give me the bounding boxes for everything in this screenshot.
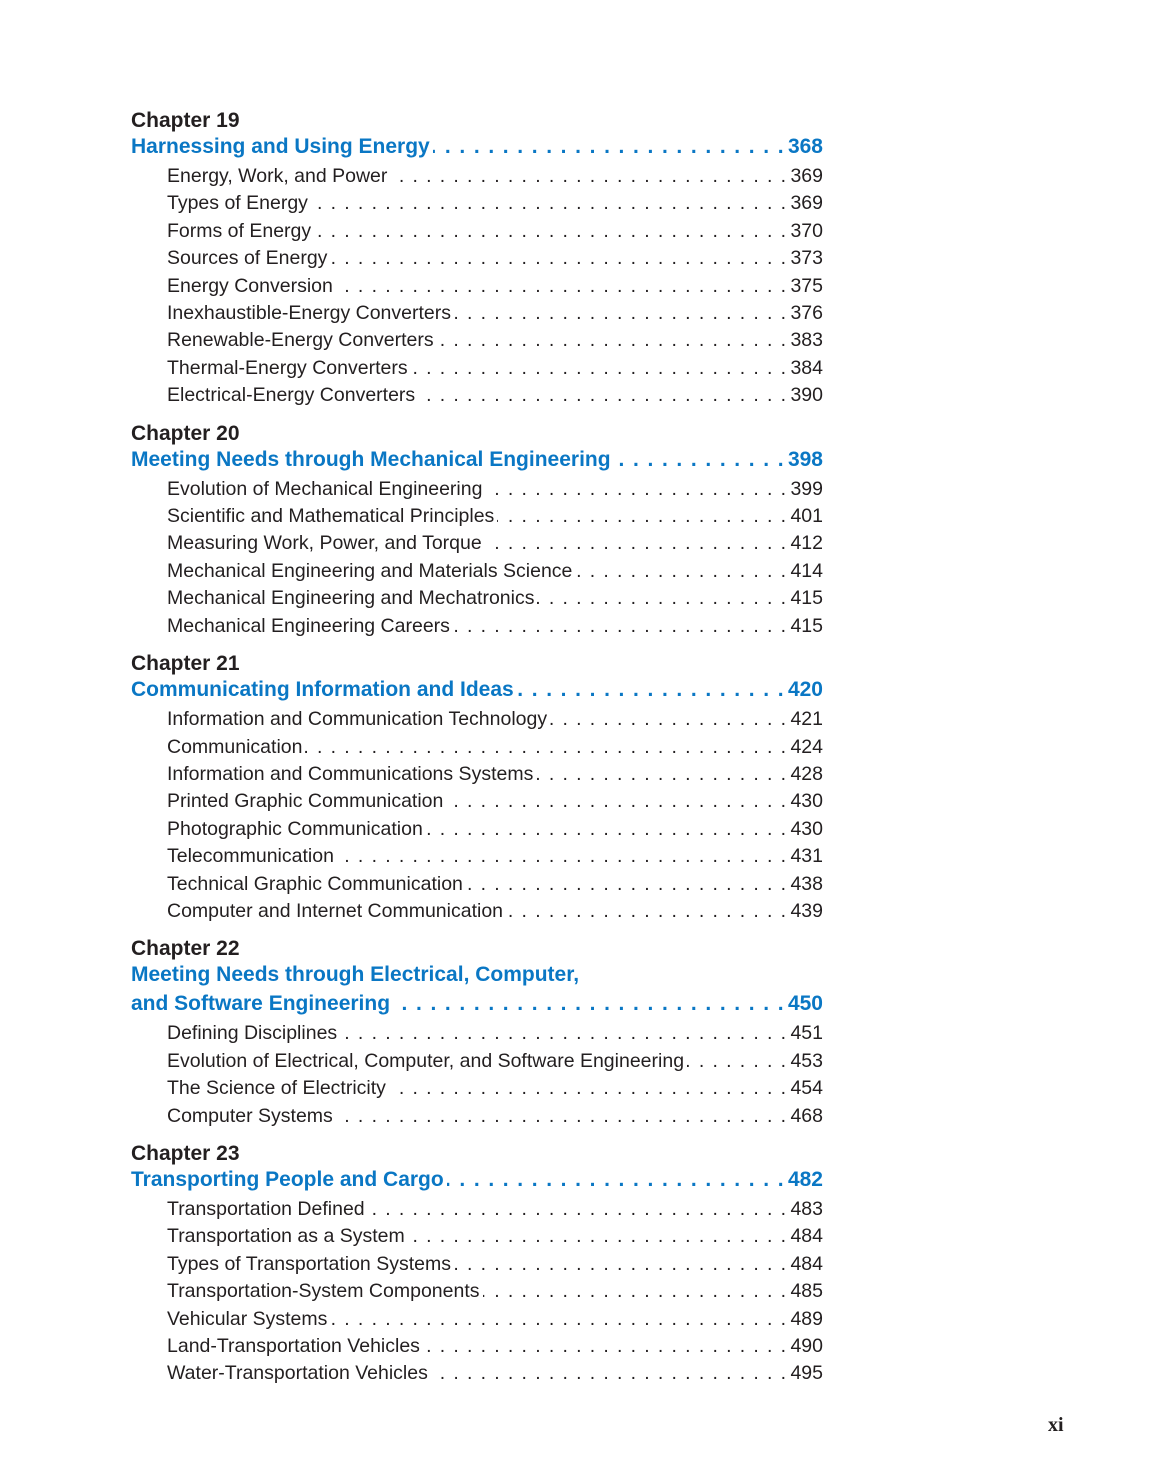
toc-entry[interactable]: [131, 1360, 823, 1387]
entry-title[interactable]: Telecommunication: [167, 845, 334, 868]
entry-title[interactable]: The Science of Electricity: [167, 1077, 386, 1100]
toc-entry[interactable]: [131, 1020, 823, 1047]
entry-title[interactable]: Inexhaustible-Energy Converters: [167, 302, 451, 325]
chapter-block: [131, 936, 823, 1130]
entry-title[interactable]: Land-Transportation Vehicles: [167, 1335, 420, 1357]
entry-page-number[interactable]: 373: [790, 247, 823, 270]
toc-entry[interactable]: [131, 871, 823, 898]
toc-entry[interactable]: [131, 558, 823, 585]
entry-title[interactable]: Information and Communications Systems: [167, 762, 534, 785]
chapter-block: [131, 421, 823, 640]
dot-leader: [408, 1223, 788, 1250]
entry-page-number[interactable]: 490: [790, 1335, 823, 1357]
toc-entry[interactable]: [131, 273, 823, 300]
chapter-label: Chapter 23: [131, 1141, 240, 1165]
chapter-title[interactable]: Harnessing and Using Energy: [131, 135, 430, 158]
entry-page-number[interactable]: 384: [790, 356, 823, 379]
entry-page-number[interactable]: 453: [790, 1049, 823, 1072]
entry-title[interactable]: Electrical-Energy Converters: [167, 384, 416, 407]
dot-leader: [418, 382, 787, 409]
chapter-page-number[interactable]: 368: [787, 135, 823, 158]
entry-page-number[interactable]: 451: [790, 1022, 823, 1045]
toc-entry[interactable]: [131, 843, 823, 870]
entry-title[interactable]: Mechanical Engineering and Mechatronics: [167, 587, 535, 610]
dot-leader: [453, 613, 788, 640]
dot-leader: [537, 585, 787, 612]
chapter-page-number[interactable]: 420: [787, 678, 823, 702]
chapter-title[interactable]: Transporting People and Cargo: [131, 1167, 444, 1191]
dot-leader: [483, 1278, 788, 1305]
entry-page-number[interactable]: 495: [790, 1362, 823, 1385]
chapter-title-row[interactable]: [131, 677, 823, 703]
toc-entry[interactable]: [131, 382, 823, 409]
dot-leader: [466, 871, 788, 898]
dot-leader: [368, 1196, 788, 1223]
toc-entry[interactable]: [131, 1306, 823, 1333]
chapter-title[interactable]: Meeting Needs through Mechanical Engineering: [131, 447, 611, 471]
dot-leader: [330, 245, 787, 272]
entry-page-number[interactable]: 439: [790, 899, 823, 922]
toc-entry[interactable]: [131, 613, 823, 640]
entry-title[interactable]: Water-Transportation Vehicles: [167, 1362, 428, 1385]
entry-title[interactable]: Information and Communication Technology: [167, 708, 548, 731]
dot-leader: [337, 843, 788, 870]
dot-leader: [336, 1103, 788, 1130]
dot-leader: [687, 1048, 787, 1075]
entry-title[interactable]: Printed Graphic Communication: [167, 790, 444, 813]
dot-leader: [517, 677, 785, 703]
toc-entry[interactable]: [131, 1103, 823, 1130]
entry-title[interactable]: Evolution of Mechanical Engineering: [167, 477, 483, 500]
toc-entry[interactable]: [131, 503, 823, 530]
chapter-title[interactable]: Communicating Information and Ideas: [131, 678, 514, 702]
dot-leader: [389, 1075, 788, 1102]
entry-page-number[interactable]: 369: [790, 165, 823, 187]
entry-page-number[interactable]: 430: [790, 790, 823, 813]
entry-title[interactable]: Evolution of Electrical, Computer, and Software Engineering: [167, 1049, 685, 1072]
entry-title[interactable]: Energy, Work, and Power: [167, 165, 388, 187]
dot-leader: [506, 898, 787, 925]
chapter-title[interactable]: Meeting Needs through Electrical, Computer,: [131, 963, 580, 987]
dot-leader: [311, 190, 788, 217]
toc-entry[interactable]: [131, 706, 823, 733]
entry-title[interactable]: Defining Disciplines: [167, 1022, 338, 1045]
toc-entry[interactable]: [131, 816, 823, 843]
entry-title[interactable]: Measuring Work, Power, and Torque: [167, 532, 482, 555]
entry-title[interactable]: Forms of Energy: [167, 219, 312, 242]
entry-page-number[interactable]: 468: [790, 1104, 823, 1127]
entry-title[interactable]: Computer Systems: [167, 1104, 333, 1127]
toc-entry[interactable]: [131, 1278, 823, 1305]
toc-entry[interactable]: [131, 1196, 823, 1223]
dot-leader: [433, 134, 785, 160]
entry-title[interactable]: Mechanical Engineering and Materials Science: [167, 559, 573, 582]
entry-title[interactable]: Transportation as a System: [167, 1225, 405, 1248]
toc-entry[interactable]: [131, 788, 823, 815]
dot-leader: [536, 761, 787, 788]
entry-page-number[interactable]: 428: [790, 762, 823, 785]
entry-page-number[interactable]: 421: [790, 708, 823, 731]
entry-page-number[interactable]: 424: [790, 735, 823, 758]
toc-entry[interactable]: [131, 734, 823, 761]
chapter-title-row[interactable]: [131, 447, 823, 473]
toc-entry[interactable]: [131, 218, 823, 245]
toc-entry[interactable]: [131, 1251, 823, 1278]
entry-page-number[interactable]: 438: [790, 872, 823, 895]
dot-leader: [305, 734, 787, 761]
entry-title[interactable]: Vehicular Systems: [167, 1307, 328, 1330]
entry-title[interactable]: Transportation Defined: [167, 1197, 365, 1220]
entry-title[interactable]: Photographic Communication: [167, 817, 423, 840]
chapter-label: Chapter 22: [131, 937, 240, 961]
dot-leader: [485, 476, 787, 503]
chapter-title-row[interactable]: [131, 1167, 823, 1193]
toc-entry[interactable]: [131, 530, 823, 557]
dot-leader: [614, 447, 785, 473]
dot-leader: [393, 991, 785, 1017]
entry-page-number[interactable]: 399: [790, 477, 823, 500]
entry-page-number[interactable]: 383: [790, 329, 823, 352]
entry-title[interactable]: Scientific and Mathematical Principles: [167, 505, 495, 528]
table-of-contents: [131, 108, 823, 1388]
entry-page-number[interactable]: 415: [790, 614, 823, 637]
entry-page-number[interactable]: 430: [790, 817, 823, 840]
entry-page-number[interactable]: 484: [790, 1225, 823, 1248]
entry-page-number[interactable]: 431: [790, 845, 823, 868]
entry-page-number[interactable]: 375: [790, 274, 823, 297]
chapter-label: Chapter 19: [131, 109, 240, 132]
dot-leader: [336, 273, 788, 300]
entry-page-number[interactable]: 376: [790, 302, 823, 325]
dot-leader: [485, 530, 788, 557]
toc-entry[interactable]: [131, 898, 823, 925]
chapter-title-row[interactable]: [131, 991, 823, 1017]
dot-leader: [330, 1306, 787, 1333]
dot-leader: [454, 1251, 787, 1278]
dot-leader: [447, 1167, 785, 1193]
chapter-label: Chapter 20: [131, 421, 240, 445]
entry-page-number[interactable]: 369: [790, 192, 823, 215]
dot-leader: [314, 218, 787, 245]
dot-leader: [423, 1333, 788, 1360]
toc-entry[interactable]: [131, 163, 823, 190]
toc-entry[interactable]: [131, 1075, 823, 1102]
entry-title[interactable]: Communication: [167, 735, 303, 758]
dot-leader: [454, 300, 787, 327]
entry-title[interactable]: Renewable-Energy Converters: [167, 329, 434, 352]
toc-entry[interactable]: [131, 1223, 823, 1250]
chapter-block: [131, 1141, 823, 1388]
entry-page-number[interactable]: 412: [790, 532, 823, 555]
entry-page-number[interactable]: 483: [790, 1197, 823, 1220]
entry-title[interactable]: Mechanical Engineering Careers: [167, 614, 450, 637]
dot-leader: [340, 1020, 787, 1047]
entry-title[interactable]: Energy Conversion: [167, 274, 333, 297]
entry-title[interactable]: Computer and Internet Communication: [167, 899, 504, 922]
chapter-page-number[interactable]: 482: [787, 1167, 823, 1191]
entry-page-number[interactable]: 454: [790, 1077, 823, 1100]
entry-title[interactable]: Sources of Energy: [167, 247, 328, 270]
toc-entry[interactable]: [131, 585, 823, 612]
toc-entry[interactable]: [131, 327, 823, 354]
chapter-label: Chapter 21: [131, 652, 240, 676]
dot-leader: [550, 706, 787, 733]
chapter-page-number[interactable]: 450: [787, 992, 823, 1016]
toc-entry[interactable]: [131, 245, 823, 272]
entry-title[interactable]: Technical Graphic Communication: [167, 872, 463, 895]
dot-leader: [446, 788, 787, 815]
chapter-title[interactable]: and Software Engineering: [131, 992, 391, 1016]
toc-entry[interactable]: [131, 476, 823, 503]
entry-title[interactable]: Types of Energy: [167, 192, 308, 215]
toc-entry[interactable]: [131, 190, 823, 217]
chapter-page-number[interactable]: 398: [787, 447, 823, 471]
toc-entry[interactable]: [131, 300, 823, 327]
dot-leader: [390, 163, 787, 190]
dot-leader: [497, 503, 787, 530]
chapter-block: [131, 108, 823, 410]
entry-page-number[interactable]: 401: [790, 505, 823, 528]
toc-entry[interactable]: [131, 355, 823, 382]
dot-leader: [426, 816, 788, 843]
dot-leader: [411, 355, 788, 382]
dot-leader: [431, 1360, 788, 1387]
entry-page-number[interactable]: 414: [790, 559, 823, 582]
toc-entry[interactable]: [131, 1048, 823, 1075]
toc-entry[interactable]: [131, 761, 823, 788]
page-number: xi: [1048, 1414, 1064, 1436]
entry-page-number[interactable]: 390: [790, 384, 823, 407]
entry-page-number[interactable]: 484: [790, 1252, 823, 1275]
dot-leader: [575, 558, 787, 585]
entry-page-number[interactable]: 485: [790, 1280, 823, 1303]
entry-page-number[interactable]: 489: [790, 1307, 823, 1330]
dot-leader: [437, 327, 788, 354]
entry-title[interactable]: Transportation-System Components: [167, 1280, 480, 1303]
chapter-block: [131, 651, 823, 925]
chapter-title-row[interactable]: [131, 134, 823, 160]
entry-title[interactable]: Types of Transportation Systems: [167, 1252, 451, 1275]
entry-page-number[interactable]: 415: [790, 587, 823, 610]
entry-title[interactable]: Thermal-Energy Converters: [167, 356, 408, 379]
toc-entry[interactable]: [131, 1333, 823, 1360]
entry-page-number[interactable]: 370: [790, 219, 823, 242]
